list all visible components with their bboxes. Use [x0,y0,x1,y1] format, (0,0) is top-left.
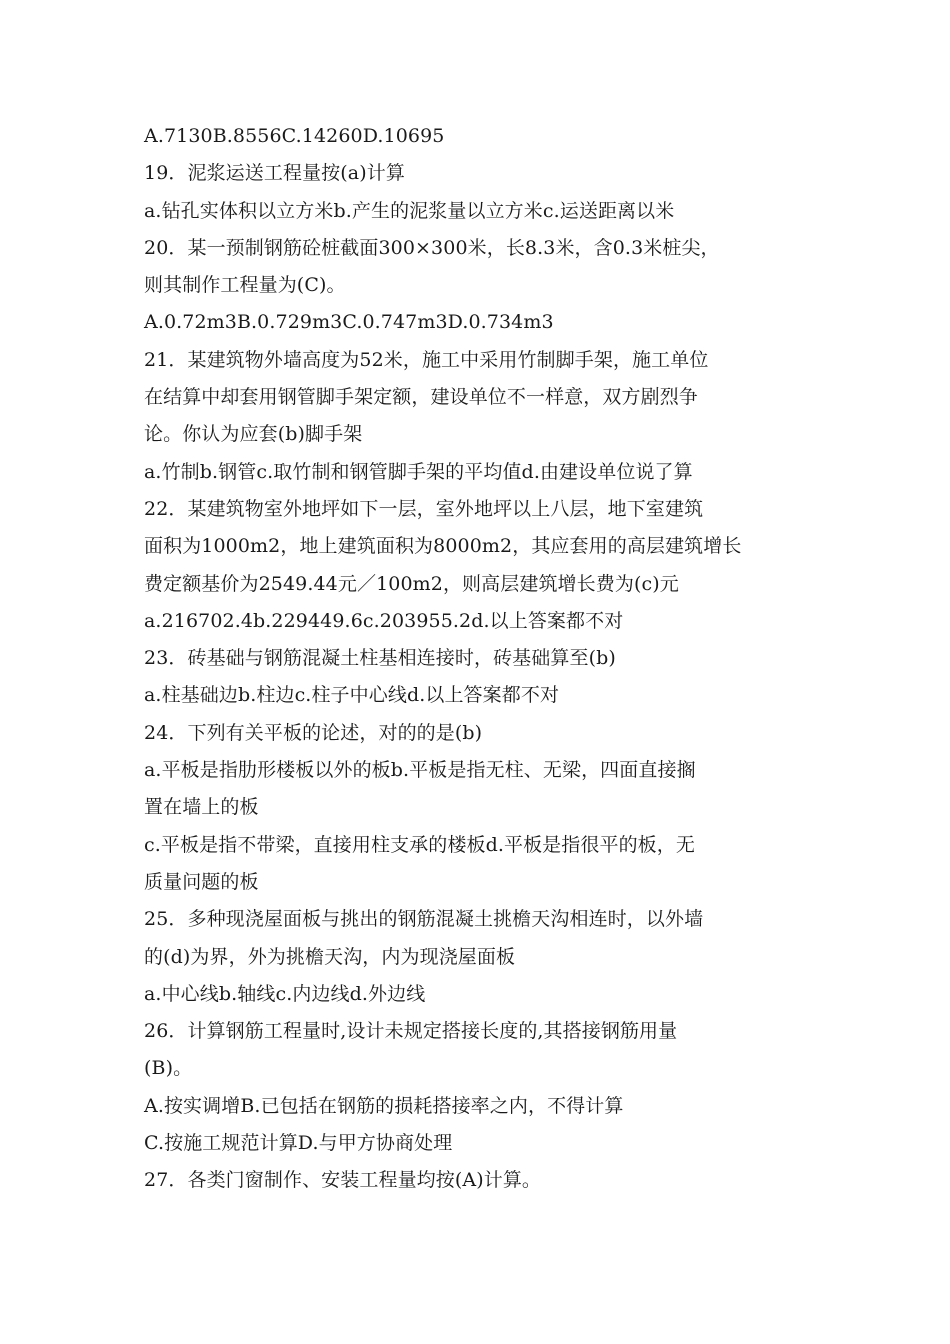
text-line: 费定额基价为2549.44元／100m2，则高层建筑增长费为(c)元 [144,572,679,595]
text-line: 的(d)为界，外为挑檐天沟，内为现浇屋面板 [144,945,516,968]
text-line: 24．下列有关平板的论述，对的的是(b) [144,721,483,744]
text-line: a.中心线b.轴线c.内边线d.外边线 [144,982,426,1005]
text-line: 26．计算钢筋工程量时,设计未规定搭接长度的,其搭接钢筋用量 [144,1020,678,1043]
text-line: A.7130B.8556C.14260D.10695 [144,125,445,147]
text-line: a.平板是指肋形楼板以外的板b.平板是指无柱、无梁，四面直接搁 [144,759,696,782]
text-line: 21．某建筑物外墙高度为52米，施工中采用竹制脚手架，施工单位 [144,348,709,371]
text-line: 论。你认为应套(b)脚手架 [144,423,363,446]
text-line: 面积为1000m2，地上建筑面积为8000m2，其应套用的高层建筑增长 [144,535,742,558]
text-line: 质量问题的板 [144,870,259,893]
text-line: a.柱基础边b.柱边c.柱子中心线d.以上答案都不对 [144,684,560,707]
text-line: A.0.72m3B.0.729m3C.0.747m3D.0.734m3 [144,311,554,334]
text-line: a.竹制b.钢管c.取竹制和钢管脚手架的平均值d.由建设单位说了算 [144,460,693,483]
text-line: 23．砖基础与钢筋混凝土柱基相连接时，砖基础算至(b) [144,647,616,670]
document-body [144,118,834,1200]
text-line: 置在墙上的板 [144,796,259,819]
text-line: 20．某一预制钢筋砼桩截面300×300米，长8.3米，含0.3米桩尖， [144,236,720,259]
text-line: 19．泥浆运送工程量按(a)计算 [144,162,405,185]
text-line: C.按施工规范计算D.与甲方协商处理 [144,1132,453,1155]
text-line: 在结算中却套用钢管脚手架定额，建设单位不一样意，双方剧烈争 [144,386,698,409]
text-line: 25．多种现浇屋面板与挑出的钢筋混凝土挑檐天沟相连时，以外墙 [144,908,704,931]
text-line: 则其制作工程量为(C)。 [144,274,346,297]
text-line: (B)。 [144,1057,193,1080]
text-line: A.按实调增B.已包括在钢筋的损耗搭接率之内，不得计算 [144,1094,624,1117]
text-line: 22．某建筑物室外地坪如下一层，室外地坪以上八层，地下室建筑 [144,497,704,520]
text-line: c.平板是指不带梁，直接用柱支承的楼板d.平板是指很平的板，无 [144,833,695,856]
text-line: 27．各类门窗制作、安装工程量均按(A)计算。 [144,1169,542,1192]
text-line: a.216702.4b.229449.6c.203955.2d.以上答案都不对 [144,609,624,632]
text-line: a.钻孔实体积以立方米b.产生的泥浆量以立方米c.运送距离以米 [144,199,675,222]
